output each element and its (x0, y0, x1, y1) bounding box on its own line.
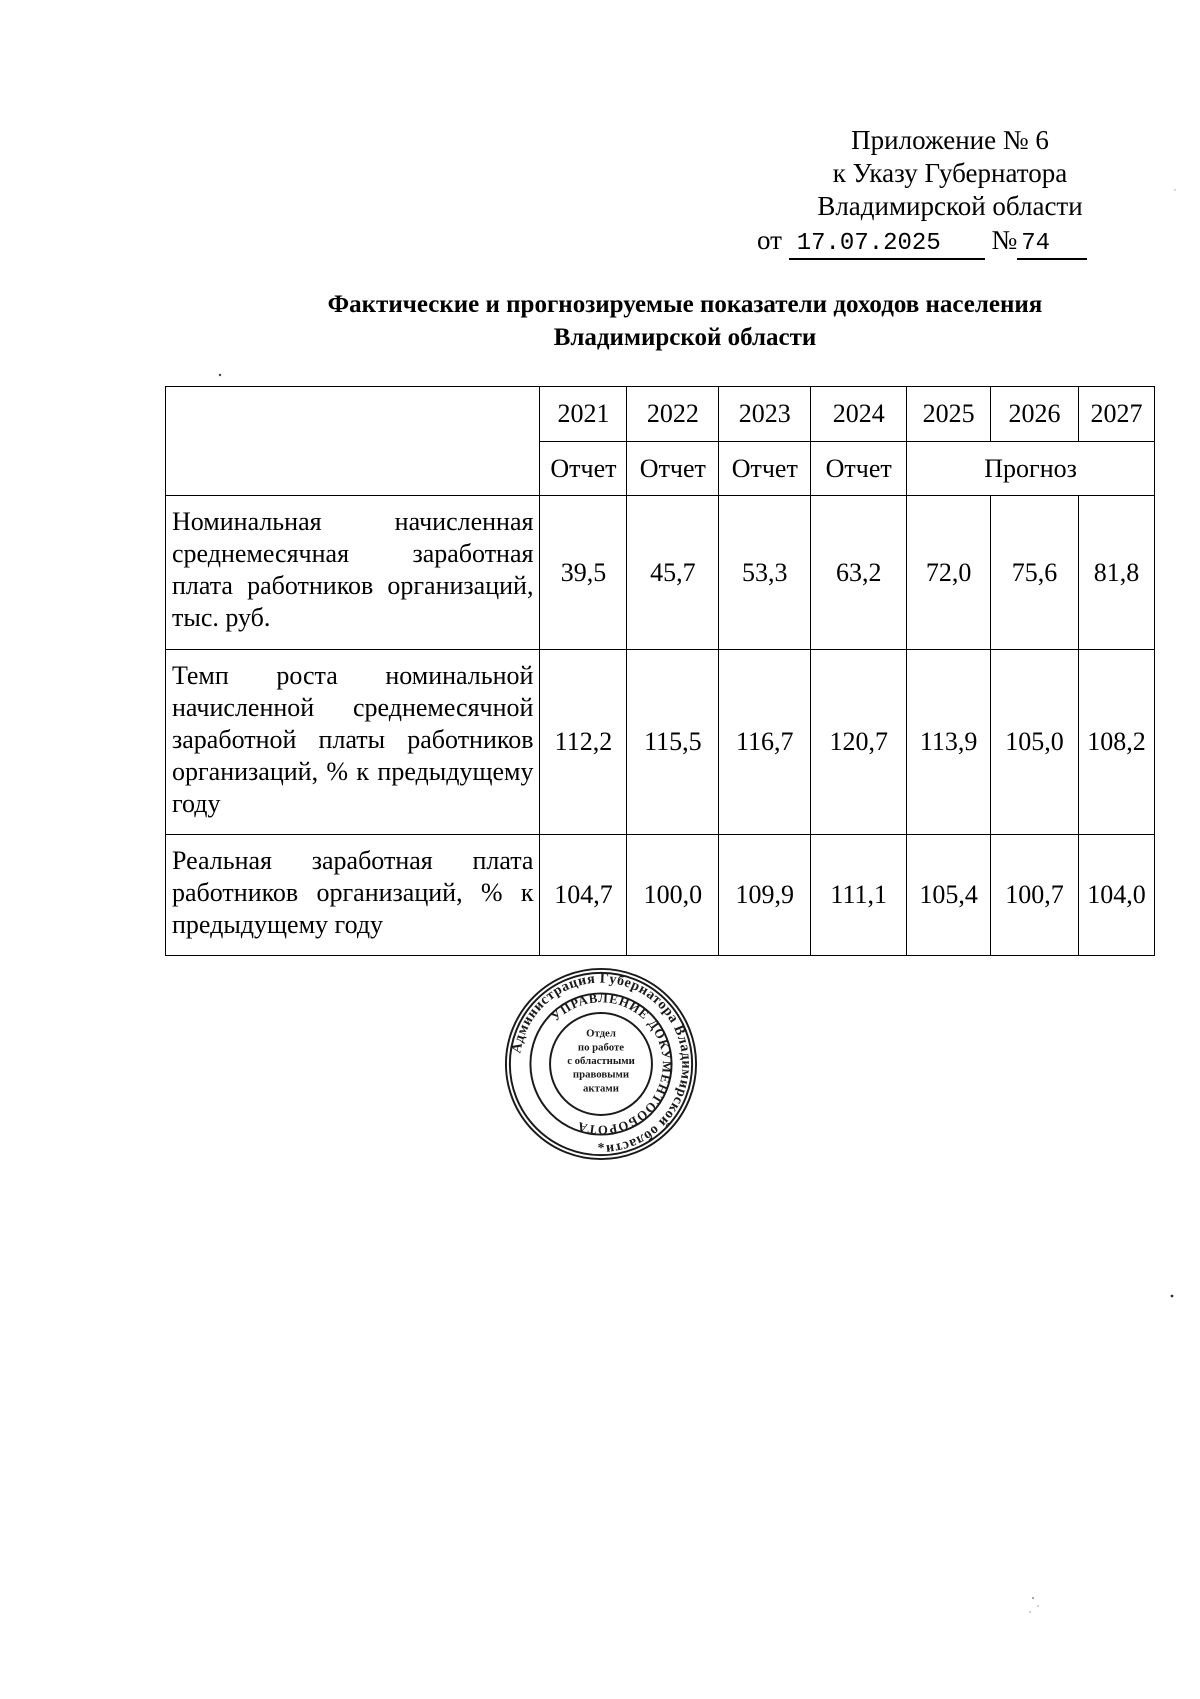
seal-outer-ring-text: Администрация Губернатора Владимирской области (508, 970, 695, 1158)
value-cell: 109,9 (719, 835, 811, 956)
status-cell: Отчет (811, 442, 907, 496)
value-cell: 116,7 (719, 650, 811, 835)
seal-center-line: с областными (567, 1055, 635, 1067)
decree-date: 17.07.2025 (796, 230, 941, 257)
value-cell: 104,0 (1078, 835, 1154, 956)
row-label: Темп роста номинальной начисленной среднемесячной заработной платы работников организаций, % к предыдущему году (166, 650, 540, 835)
year-cell: 2025 (907, 387, 991, 442)
value-cell: 105,4 (907, 835, 991, 956)
value-cell: 111,1 (811, 835, 907, 956)
value-cell: 72,0 (907, 496, 991, 650)
value-cell: 120,7 (811, 650, 907, 835)
seal-center-line: правовыми (572, 1068, 630, 1081)
year-cell: 2023 (719, 387, 811, 442)
year-cell: 2021 (540, 387, 627, 442)
value-cell: 75,6 (991, 496, 1079, 650)
row-label: Реальная заработная плата работников организаций, % к предыдущему году (166, 835, 540, 956)
seal-star: * (597, 1140, 605, 1156)
value-cell: 105,0 (991, 650, 1079, 835)
value-cell: 53,3 (719, 496, 811, 650)
year-cell: 2024 (811, 387, 907, 442)
value-cell: 113,9 (907, 650, 991, 835)
value-cell: 39,5 (540, 496, 627, 650)
seal-center-line: актами (583, 1082, 619, 1095)
value-cell: 115,5 (627, 650, 719, 835)
seal-inner-ring-text: УПРАВЛЕНИЕ ДОКУМЕНТООБОРОТА (548, 991, 674, 1137)
value-cell: 100,0 (627, 835, 719, 956)
forecast-cell: Прогноз (907, 442, 1155, 496)
annex-decree: к Указу Губернатора (832, 158, 1068, 188)
status-cell: Отчет (627, 442, 719, 496)
decree-number: 74 (1021, 230, 1051, 257)
status-cell: Отчет (719, 442, 811, 496)
year-cell: 2022 (627, 387, 719, 442)
value-cell: 63,2 (811, 496, 907, 650)
year-cell: 2026 (991, 387, 1079, 442)
year-cell: 2027 (1078, 387, 1154, 442)
annex-number: Приложение № 6 (851, 125, 1049, 155)
value-cell: 108,2 (1078, 650, 1154, 835)
title-line-1: Фактические и прогнозируемые показатели доходов населения (327, 291, 1043, 318)
annex-region: Владимирской области (817, 191, 1083, 221)
value-cell: 104,7 (540, 835, 627, 956)
seal-center-line: по работе (577, 1041, 625, 1054)
status-cell: Отчет (540, 442, 627, 496)
value-cell: 112,2 (540, 650, 627, 835)
seal-center-line: Отдел (586, 1027, 616, 1040)
value-cell: 81,8 (1078, 496, 1154, 650)
title-line-2: Владимирской области (553, 324, 817, 351)
value-cell: 45,7 (627, 496, 719, 650)
row-label: Номинальная начисленная среднемесячная заработная плата работников организаций, тыс. руб. (166, 496, 540, 650)
number-label: № (991, 225, 1018, 255)
value-cell: 100,7 (991, 835, 1079, 956)
from-label: от (757, 225, 782, 255)
